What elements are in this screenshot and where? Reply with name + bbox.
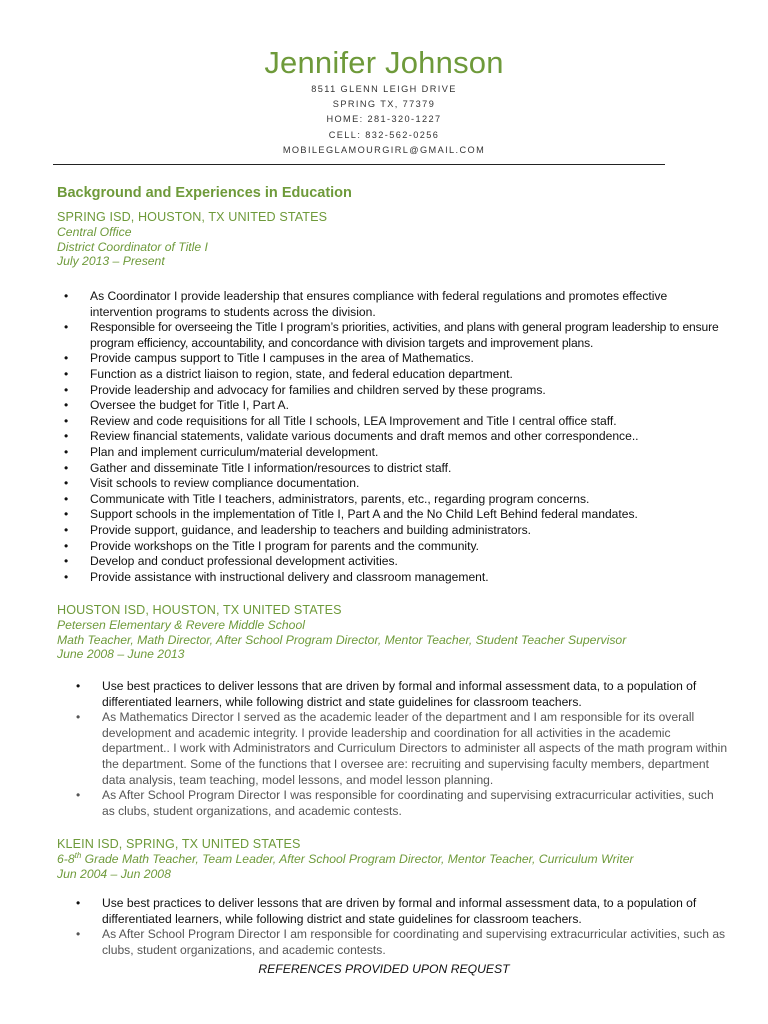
list-item xyxy=(57,398,727,414)
list-item-text: Function as a district liaison to region, state, and federal education department. xyxy=(90,366,513,381)
job-role: Math Teacher, Math Director, After School Program Director, Mentor Teacher, Student Teacher Supervisor xyxy=(57,632,627,647)
list-item-text: Provide leadership and advocacy for families and children served by these programs. xyxy=(90,382,546,397)
job-role xyxy=(57,852,634,867)
bullet-dot: • xyxy=(64,507,69,522)
references-note: REFERENCES PROVIDED UPON REQUEST xyxy=(258,962,510,976)
list-item xyxy=(69,927,729,958)
job-klein-isd-duties xyxy=(69,896,729,958)
list-item-text: Use best practices to deliver lessons that are driven by formal and informal assessment data, to a population of differentiated learners, while following district and state guidelines for classroom teachers. xyxy=(102,679,697,709)
list-item xyxy=(69,896,729,927)
list-item xyxy=(57,289,727,320)
bullet-dot: • xyxy=(76,679,81,693)
bullet-dot: • xyxy=(64,289,69,303)
job-org: SPRING ISD, HOUSTON, TX UNITED STATES xyxy=(57,210,328,224)
list-item-text: As After School Program Director I am responsible for coordinating and supervising extracurricular activities, such as clubs, student organizations, and academic contests. xyxy=(102,927,726,957)
job-place: Petersen Elementary & Revere Middle School xyxy=(57,618,305,632)
list-item-text: Plan and implement curriculum/material development. xyxy=(90,444,379,459)
bullet-dot: • xyxy=(64,569,69,584)
job-houston-isd-duties xyxy=(69,679,729,819)
bullet-dot: • xyxy=(76,896,81,910)
bullet-dot: • xyxy=(64,351,69,366)
bullet-dot: • xyxy=(64,522,69,537)
bullet-dot: • xyxy=(76,788,81,803)
job-place: Central Office xyxy=(57,225,132,239)
list-item-text: As Coordinator I provide leadership that ensures compliance with federal regulations and promotes effective intervention programs to students across the division. xyxy=(90,289,668,319)
list-item-text: As After School Program Director I was responsible for coordinating and supervising extracurricular activities, such as clubs, student organizations, and academic contests. xyxy=(102,788,714,818)
contact-home-phone: HOME: 281-320-1227 xyxy=(326,114,442,125)
list-item xyxy=(57,539,727,555)
list-item-text: Responsible for overseeing the Title I program’s priorities, activities, and plans with general program leadership to ensure program efficiency, accountability, and concordance with division targets and improvement plans. xyxy=(90,320,719,350)
bullet-dot: • xyxy=(76,927,81,942)
bullet-dot: • xyxy=(76,710,81,725)
list-item-text: Communicate with Title I teachers, administrators, parents, etc., regarding program concerns. xyxy=(90,491,590,506)
list-item xyxy=(57,461,727,477)
resume-name: Jennifer Johnson xyxy=(264,45,504,80)
list-item-text: Gather and disseminate Title I information/resources to district staff. xyxy=(90,460,452,475)
list-item-text: Provide workshops on the Title I program for parents and the community. xyxy=(90,538,479,553)
list-item-text: Visit schools to review compliance documentation. xyxy=(90,476,360,491)
list-item xyxy=(57,492,727,508)
section-title: Background and Experiences in Education xyxy=(57,185,352,201)
list-item xyxy=(57,414,727,430)
list-item xyxy=(57,507,727,523)
list-item-text: Oversee the budget for Title I, Part A. xyxy=(90,398,289,413)
list-item xyxy=(57,476,727,492)
bullet-dot: • xyxy=(64,554,69,569)
contact-block xyxy=(0,82,768,158)
bullet-dot: • xyxy=(64,366,69,381)
bullet-dot: • xyxy=(64,491,69,506)
list-item-text: Provide assistance with instructional delivery and classroom management. xyxy=(90,569,489,584)
job-klein-isd xyxy=(57,836,634,881)
bullet-dot: • xyxy=(64,460,69,475)
job-role: District Coordinator of Title I xyxy=(57,239,208,254)
job-houston-isd xyxy=(57,602,626,662)
list-item-text: Review and code requisitions for all Title I schools, LEA Improvement and Title I central office staff. xyxy=(90,413,617,428)
list-item xyxy=(57,429,727,445)
list-item xyxy=(69,788,729,819)
list-item-text: Provide campus support to Title I campuses in the area of Mathematics. xyxy=(90,351,474,366)
list-item-text: Provide support, guidance, and leadership to teachers and building administrators. xyxy=(90,522,532,537)
list-item xyxy=(69,710,729,788)
list-item xyxy=(57,523,727,539)
list-item xyxy=(57,367,727,383)
bullet-dot: • xyxy=(64,444,69,459)
job-dates: July 2013 – Present xyxy=(57,254,165,268)
list-item xyxy=(57,570,727,586)
job-spring-isd-duties xyxy=(57,289,727,585)
bullet-dot: • xyxy=(64,429,69,444)
contact-email: MOBILEGLAMOURGIRL@GMAIL.COM xyxy=(282,144,486,155)
contact-cell-phone: CELL: 832-562-0256 xyxy=(328,129,440,140)
contact-address: 8511 GLENN LEIGH DRIVE xyxy=(311,84,457,94)
bullet-dot: • xyxy=(64,398,69,413)
job-spring-isd xyxy=(57,209,327,269)
bullet-dot: • xyxy=(64,382,69,397)
list-item-text: Develop and conduct professional development activities. xyxy=(90,554,398,569)
job-role-rest: Grade Math Teacher, Team Leader, After School Program Director, Mentor Teacher, Curriculum Writer xyxy=(81,852,634,866)
bullet-dot: • xyxy=(64,413,69,428)
list-item xyxy=(57,351,727,367)
list-item-text: As Mathematics Director I served as the academic leader of the department and I am responsible for its overall development and academic integrity. I provide leadership and coordination for all activities in the academic department.. I work with Administrators and Curriculum Directors to administer all aspects of the math program within the department. Some of the functions that I oversee are: recruiting and supervising faculty members, department data analysis, team teaching, model lessons, and model lesson planning. xyxy=(102,710,728,787)
list-item-text: Support schools in the implementation of Title I, Part A and the No Child Left Behind federal mandates. xyxy=(90,507,638,522)
list-item xyxy=(57,320,727,351)
header-divider xyxy=(53,164,665,165)
list-item xyxy=(57,554,727,570)
job-org: KLEIN ISD, SPRING, TX UNITED STATES xyxy=(57,837,301,851)
job-dates: Jun 2004 – Jun 2008 xyxy=(57,866,171,881)
list-item-text: Use best practices to deliver lessons that are driven by formal and informal assessment data, to a population of differentiated learners, while following district and state guidelines for classroom teachers. xyxy=(102,896,697,926)
list-item xyxy=(57,383,727,399)
job-org: HOUSTON ISD, HOUSTON, TX UNITED STATES xyxy=(57,603,342,617)
bullet-dot: • xyxy=(64,538,69,553)
list-item xyxy=(57,445,727,461)
job-role-prefix: 6-8 xyxy=(57,852,75,866)
bullet-dot: • xyxy=(64,476,69,491)
bullet-dot: • xyxy=(64,320,69,335)
job-dates: June 2008 – June 2013 xyxy=(57,647,185,661)
contact-city: SPRING TX, 77379 xyxy=(332,99,436,110)
list-item xyxy=(69,679,729,710)
list-item-text: Review financial statements, validate various documents and draft memos and other correspondence.. xyxy=(90,429,639,444)
job-role-ordinal: th xyxy=(74,850,82,860)
